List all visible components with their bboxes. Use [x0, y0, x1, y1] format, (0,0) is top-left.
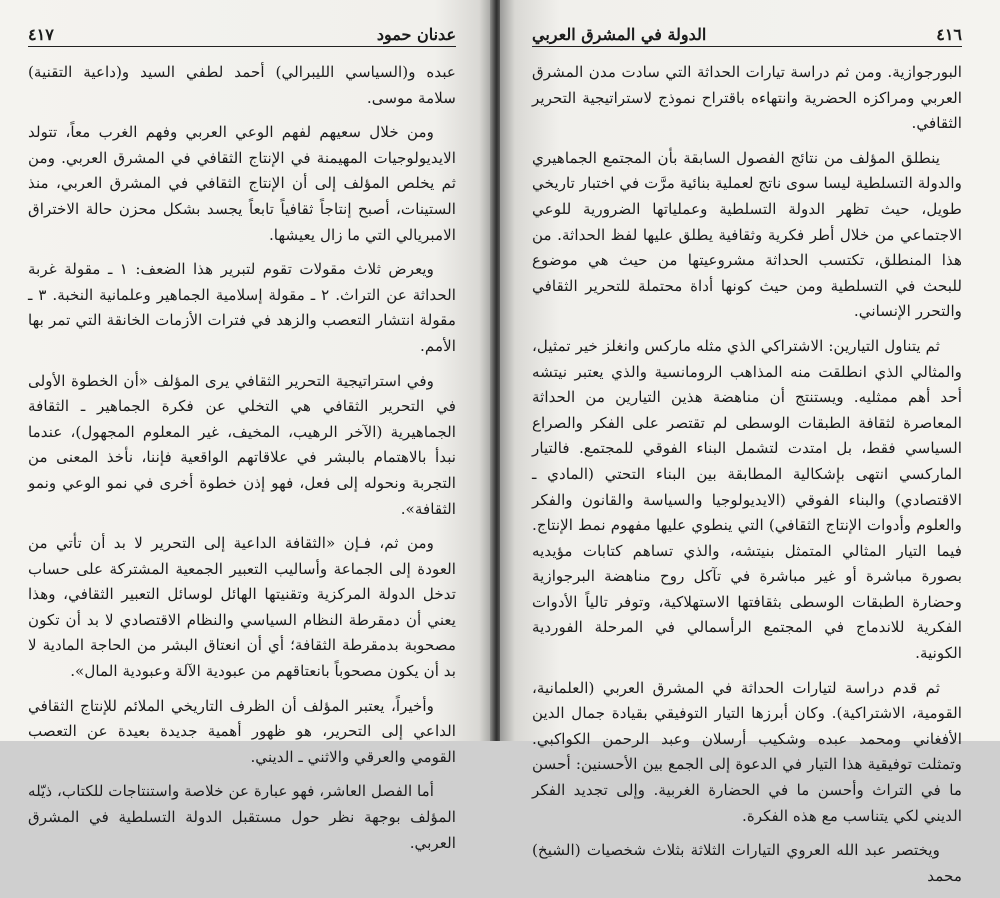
paragraph: البورجوازية. ومن ثم دراسة تيارات الحداثة التي سادت مدن المشرق العربي ومراكزه الحضرية وانتهاءه باقتراح نموذج لاستراتيجية التحرير الثقافي.	[532, 63, 962, 133]
left-page-body	[28, 60, 456, 865]
right-page	[500, 0, 1000, 885]
paragraph: عبده و(السياسي الليبرالي) أحمد لطفي السيد و(داعية التقنية) سلامة موسى.	[28, 63, 456, 107]
paragraph: ثم يتناول التيارين: الاشتراكي الذي مثله ماركس وانغلز خير تمثيل، والمثالي الذي انطلقت منه المذاهب الرومانسية والذي يعتبر نيتشه أحد أهم ممثليه. ويستنتج أن مناهضة هذين التيارين من الحداثة المعاصرة لثقافة الطبقات الوسطى لم تقتصر على الفكر والصراع السياسي فقط، بل امتدت لتشمل البناء الفوقي للمجتمع. فالتيار الماركسي انتهى بإشكالية المطابقة بين البناء التحتي (المادي ـ الاقتصادي) والبناء الفوقي (الايديولوجيا والسياسة والقانون والفكر والعلوم وأدوات الإنتاج الثقافي) التي ينطوي عليها مفهوم نمط الإنتاج. فيما التيار المثالي المتمثل بنيتشه، والذي تساهم كتابات مؤيديه بصورة مباشرة أو غير مباشرة في تآكل روح مناهضة البرجوازية وحضارة الطبقات الوسطى بثقافتها الاستهلاكية، وتوفر تالياً الأدوات الفكرية للاندماج في المجتمع الرأسمالي في المرحلة الفوردية الكونية.	[532, 336, 962, 663]
right-page-header	[532, 20, 962, 44]
right-header-rule	[532, 46, 962, 47]
right-page-number: ٤١٦	[936, 25, 962, 44]
paragraph: أما الفصل العاشر، فهو عبارة عن خلاصة واستنتاجات للكتاب، ذيّله المؤلف بوجهة نظر حول مستقبل الدولة التسلطية في المشرق العربي.	[28, 782, 456, 852]
left-header-rule	[28, 46, 456, 47]
left-page-header	[28, 20, 456, 44]
right-page-body	[532, 60, 962, 898]
paragraph: وفي استراتيجية التحرير الثقافي يرى المؤلف «أن الخطوة الأولى في التحرير الثقافي هي التخلي عن فكرة الجماهير ـ الثقافة الجماهيرية (الآخر الرهيب، المخيف، غير المعلوم المجهول)، عندما نبدأ بالاهتمام بالبشر في علاقاتهم الواقعية فإننا، نأخذ المعنى من التجربة ونحوله إلى فعل، فهو إذن خطوة أخرى في نمو الوعي ونمو الثقافة».	[28, 371, 456, 518]
left-page	[0, 0, 494, 852]
paragraph: ومن ثم، فـإن «الثقافة الداعية إلى التحرير لا بد أن تأتي من العودة إلى الجماعة وأساليب التعبير الجمعية المشتركة على حساب تدخل الدولة المركزية وتقنيتها الهائل لوسائل التعبير الثقافي، وهذا يعني أن دمقرطة النظام السياسي والنظام الاقتصادي لا بد أن تكون مصحوبة بدمقرطة الثقافة؛ أي أن انعتاق البشر من الحاجة المادية لا بد أن يكون مصحوباً بانعتاقهم من عبودية الآلة وعبودية المال».	[28, 534, 456, 681]
paragraph: ويختصر عبد الله العروي التيارات الثلاثة بثلاث شخصيات (الشيخ) محمد	[532, 841, 962, 885]
right-running-head: الدولة في المشرق العربي	[532, 25, 707, 44]
paragraph: ينطلق المؤلف من نتائج الفصول السابقة بأن المجتمع الجماهيري والدولة التسلطية ليسا سوى ناتج لعملية بنائية مرَّت في اختبار تاريخي طويل، حيث تظهر الدولة التسلطية وعملياتها الضرورية للوعي الاجتماعي من خلال أطر فكرية وثقافية يطلق عليها لفظ الحداثة. من هذا المنطلق، تكتسب الحداثة مشروعيتها من حيث هي موضوع للبحث في التسلطية ومن حيث كونها أداة محتملة للتحرير الثقافي والتحرر الإنساني.	[532, 148, 962, 321]
left-page-number: ٤١٧	[28, 25, 54, 44]
paragraph: ويعرض ثلاث مقولات تقوم لتبرير هذا الضعف: ١ ـ مقولة غربة الحداثة عن التراث. ٢ ـ مقولة إسلامية الجماهير وعلمانية النخبة. ٣ ـ مقولة انتشار التعصب والزهد في فترات الأزمات الخانقة التي تمر بها الأمم.	[28, 260, 457, 355]
paragraph: ومن خلال سعيهم لفهم الوعي العربي وفهم الغرب معاً، تتولد الايديولوجيات المهيمنة في الإنتاج الثقافي في المشرق العربي. ومن ثم يخلص المؤلف إلى أن الإنتاج الثقافي في المشرق العربي، منذ الستينات، أصبح إنتاجاً ثقافياً تابعاً يجسد بشكل محزن حالة الاختراق الامبريالي التي ما زال يعيشها.	[28, 123, 456, 244]
paragraph: وأخيراً، يعتبر المؤلف أن الظرف التاريخي الملائم للإنتاج الثقافي الداعي إلى التحرير، هو ظهور أهمية جديدة بعيدة عن التعصب القومي والعرقي والاثني ـ الديني.	[28, 696, 456, 766]
paragraph: ثم قدم دراسة لتيارات الحداثة في المشرق العربي (العلمانية، القومية، الاشتراكية). وكان أبرزها التيار التوفيقي بقيادة جمال الدين الأفغاني ومحمد عبده وشكيب أرسلان وعبد الرحمن الكواكبي. وتمثلت توفيقية هذا التيار في الدعوة إلى الجمع بين الأحسنين: أحسن ما في التراث وأحسن ما في الحضارة الغربية. وإلى تجديد الفكر الديني لكي يتناسب مع هذه الفكرة.	[532, 678, 962, 825]
left-running-head: عدنان حمود	[376, 25, 456, 44]
